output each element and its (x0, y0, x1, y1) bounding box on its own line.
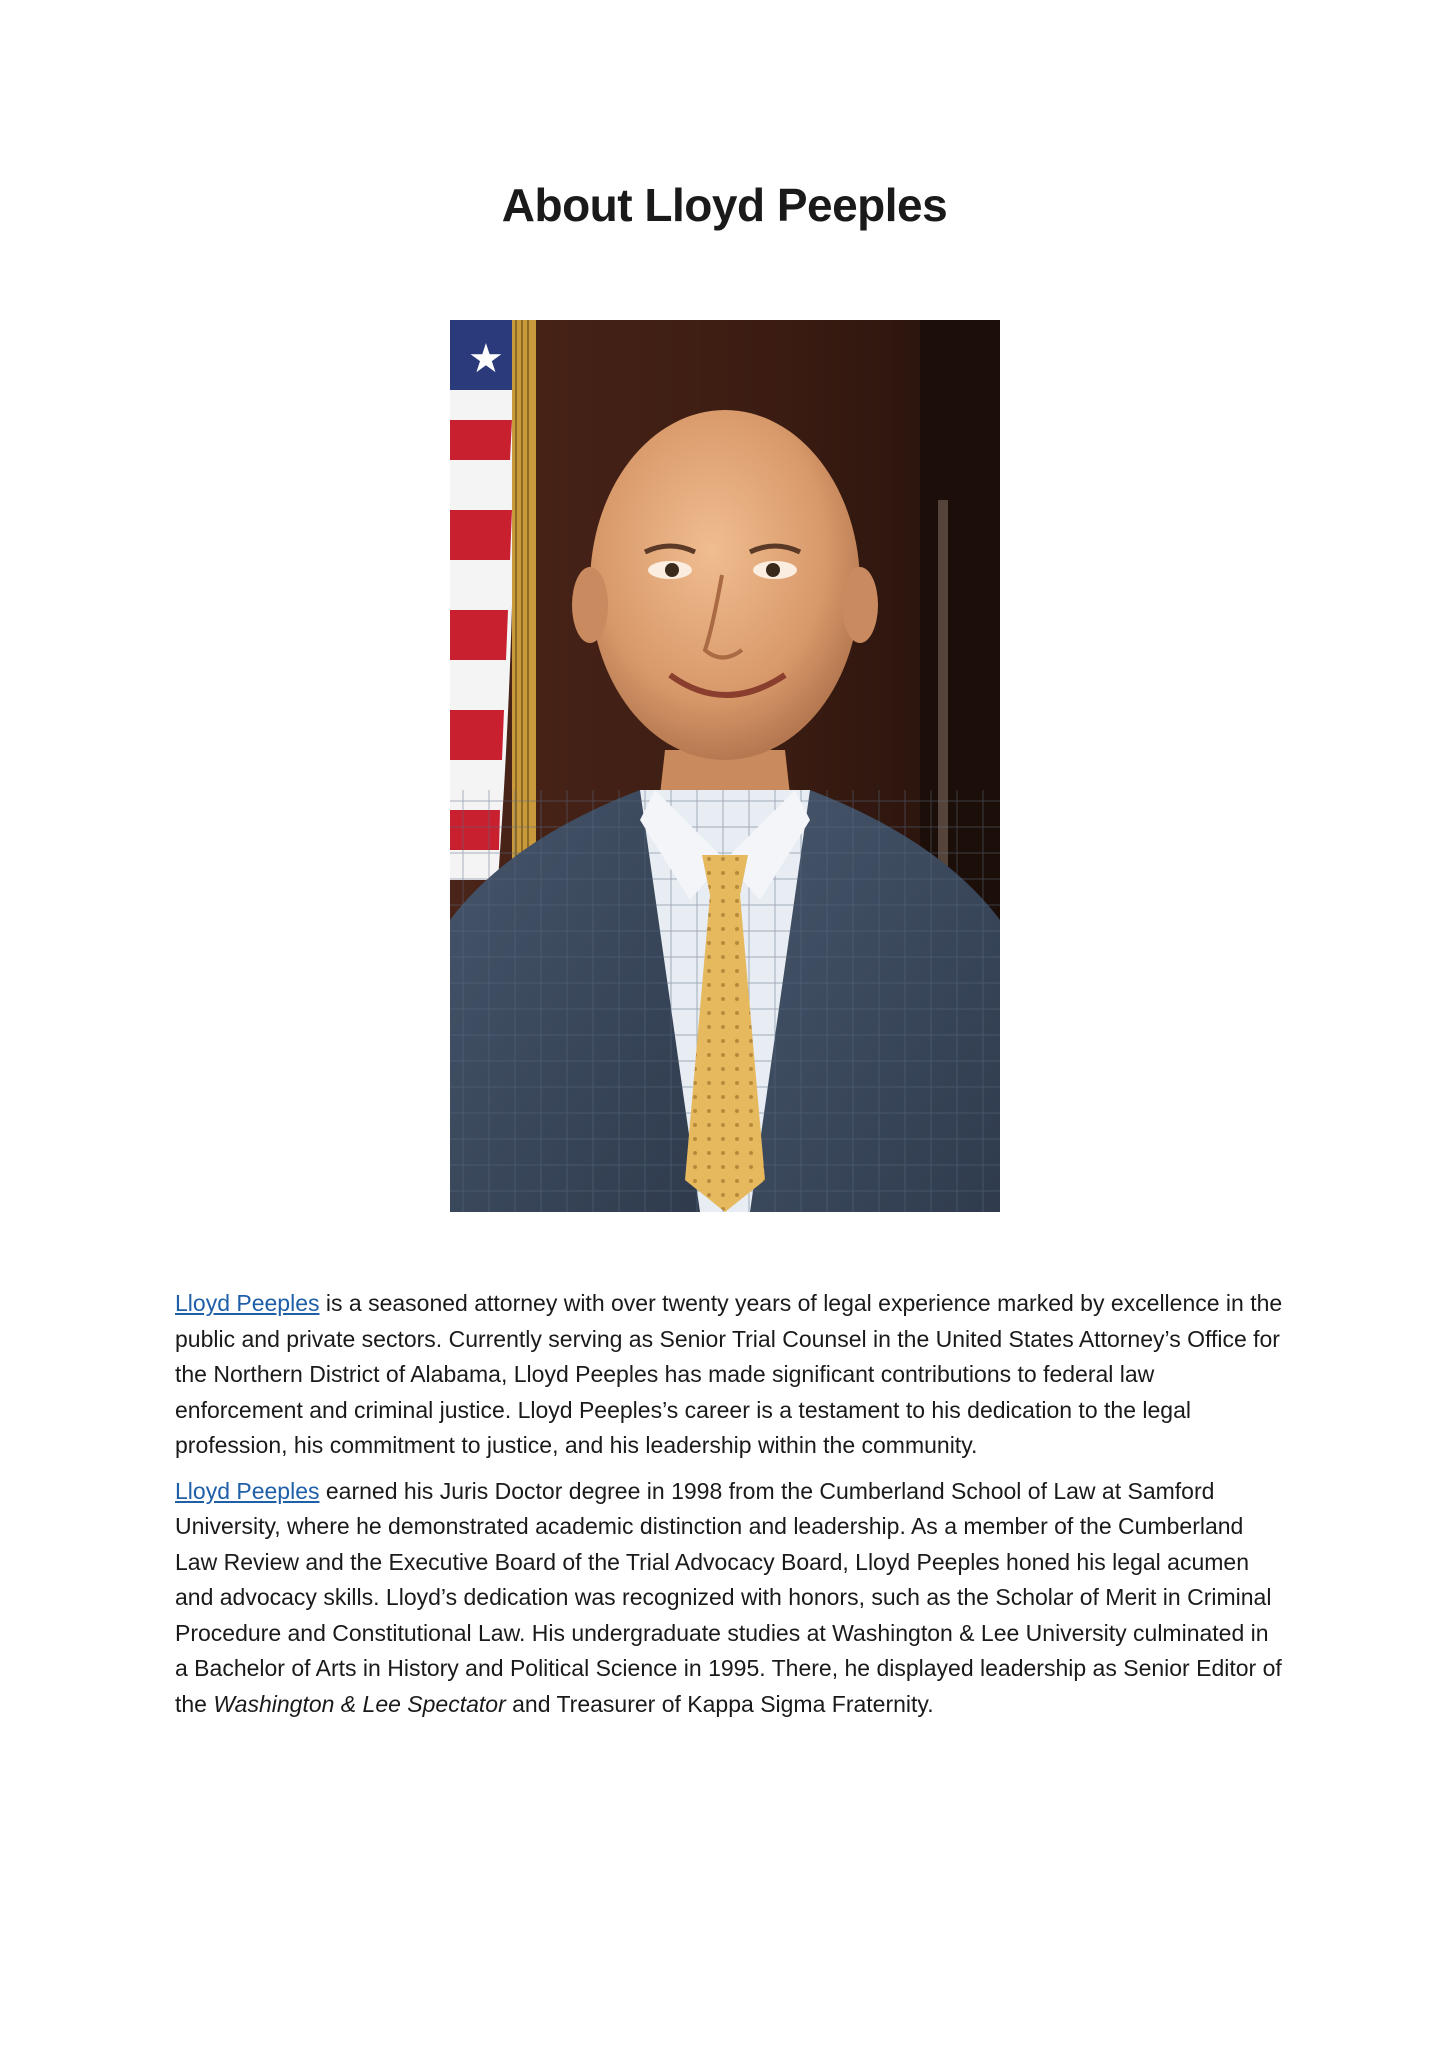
portrait-photo (450, 320, 1000, 1212)
bio-text (175, 1286, 1285, 1732)
portrait-illustration (450, 320, 1000, 1212)
spectator-title: Washington & Lee Spectator (213, 1690, 506, 1717)
bio-paragraph-1 (175, 1286, 1285, 1464)
bio-paragraph-2-text-after: and Treasurer of Kappa Sigma Fraternity. (505, 1690, 934, 1717)
page-title: About Lloyd Peeples (501, 179, 948, 231)
lloyd-peeples-link-2[interactable]: Lloyd Peeples (175, 1477, 320, 1504)
lloyd-peeples-link-1[interactable]: Lloyd Peeples (175, 1290, 320, 1316)
bio-paragraph-2 (175, 1474, 1285, 1723)
bio-paragraph-2-text-before: earned his Juris Doctor degree in 1998 from the Cumberland School of Law at Samford University, where he demonstrated academic distinction and leadership. As a member of the Cumberland Law Review and the Executive Board of the Trial Advocacy Board, Lloyd Peeples honed his legal acumen and advocacy skills. Lloyd’s dedication was recognized with honors, such as the Scholar of Merit in Criminal Procedure and Constitutional Law. His undergraduate studies at Washington & Lee University culminated in a Bachelor of Arts in History and Political Science in 1995. There, he displayed leadership as Senior Editor of the (175, 1477, 1282, 1717)
svg-text:★: ★ (468, 336, 504, 382)
bio-paragraph-1-text: is a seasoned attorney with over twenty years of legal experience marked by excellence in the public and private sectors. Currently serving as Senior Trial Counsel in the United States Attorney’s Office for the Northern District of Alabama, Lloyd Peeples has made significant contributions to federal law enforcement and criminal justice. Lloyd Peeples’s career is a testament to his dedication to the legal profession, his commitment to justice, and his leadership within the community. (175, 1290, 1283, 1458)
